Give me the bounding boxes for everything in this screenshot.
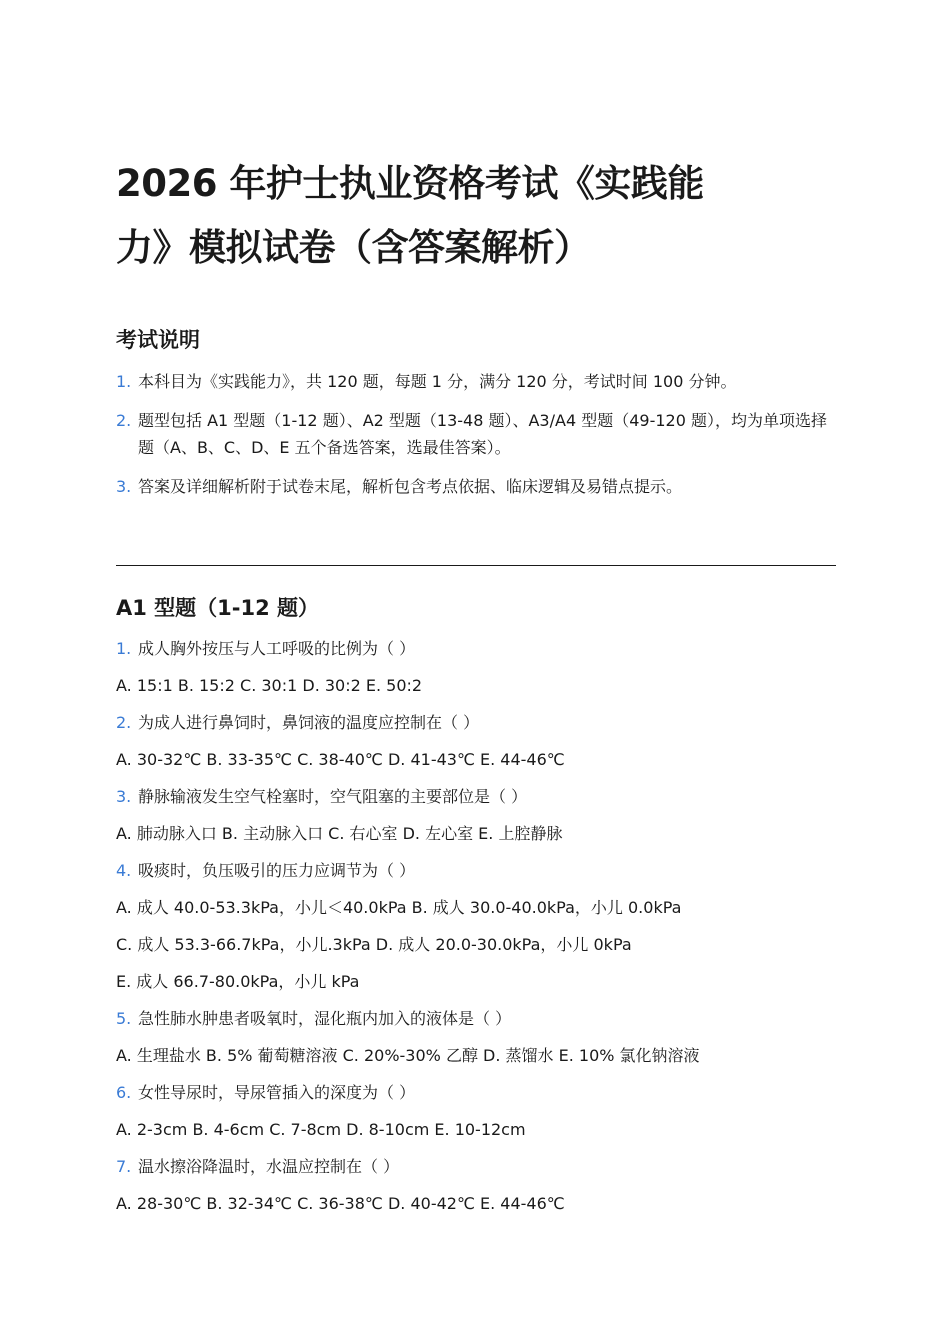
question-text: 温水擦浴降温时，水温应控制在（ ） [138,1157,400,1176]
question-options: A. 15:1 B. 15:2 C. 30:1 D. 30:2 E. 50:2 [116,676,423,695]
question-stem [116,1080,836,1117]
intro-item-text: 题型包括 A1 型题（1-12 题）、A2 型题（13-48 题）、A3/A4 型题（49-120 题），均为单项选择题（A、B、C、D、E 五个备选答案，选最佳答案）。 [138,411,827,457]
question-number: 2. [116,713,132,732]
intro-item-number: 3. [116,477,132,496]
question-number: 4. [116,861,132,880]
question-text: 急性肺水肿患者吸氧时，湿化瓶内加入的液体是（ ） [138,1009,512,1028]
question-number: 7. [116,1157,132,1176]
question-stem [116,636,836,673]
intro-heading: 考试说明 [116,328,200,352]
question-options: A. 30-32℃ B. 33-35℃ C. 38-40℃ D. 41-43℃ E. 44-46℃ [116,750,565,769]
question-stem [116,1006,836,1043]
title-line-2: 力》模拟试卷（含答案解析） [116,226,591,269]
intro-list [116,368,836,512]
section-heading: A1 型题（1-12 题） [116,596,320,620]
question-text: 静脉输液发生空气栓塞时，空气阻塞的主要部位是（ ） [138,787,528,806]
question-number: 3. [116,787,132,806]
intro-item-text: 答案及详细解析附于试卷末尾，解析包含考点依据、临床逻辑及易错点提示。 [138,477,683,496]
intro-item-number: 2. [116,411,132,430]
question-options: A. 2-3cm B. 4-6cm C. 7-8cm D. 8-10cm E. 10-12cm [116,1120,526,1139]
question-text: 为成人进行鼻饲时，鼻饲液的温度应控制在（ ） [138,713,480,732]
question-text: 女性导尿时，导尿管插入的深度为（ ） [138,1083,416,1102]
question-options: A. 肺动脉入口 B. 主动脉入口 C. 右心室 D. 左心室 E. 上腔静脉 [116,824,563,843]
intro-item-text: 本科目为《实践能力》，共 120 题，每题 1 分，满分 120 分，考试时间 100 分钟。 [138,372,737,391]
question-stem [116,710,836,747]
question-stem [116,1154,836,1191]
question-stem [116,858,836,895]
question-options: A. 成人 40.0-53.3kPa，小儿＜40.0kPa B. 成人 30.0-40.0kPa，小儿 0.0kPa [116,898,682,917]
section-divider [116,565,836,566]
question-text: 吸痰时，负压吸引的压力应调节为（ ） [138,861,416,880]
intro-item [116,407,836,461]
title-line-1: 2026 年护士执业资格考试《实践能 [116,162,704,205]
question-number: 1. [116,639,132,658]
question-options: A. 生理盐水 B. 5% 葡萄糖溶液 C. 20%-30% 乙醇 D. 蒸馏水 E. 10% 氯化钠溶液 [116,1046,700,1065]
intro-item [116,473,836,500]
intro-item-number: 1. [116,372,132,391]
question-list [116,636,836,1228]
question-text: 成人胸外按压与人工呼吸的比例为（ ） [138,639,416,658]
document-title [116,152,836,280]
question-options: E. 成人 66.7-80.0kPa，小儿 kPa [116,972,360,991]
question-options: C. 成人 53.3-66.7kPa，小儿.3kPa D. 成人 20.0-30.0kPa，小儿 0kPa [116,935,632,954]
question-number: 5. [116,1009,132,1028]
question-number: 6. [116,1083,132,1102]
intro-item [116,368,836,395]
question-stem [116,784,836,821]
question-options: A. 28-30℃ B. 32-34℃ C. 36-38℃ D. 40-42℃ E. 44-46℃ [116,1194,565,1213]
